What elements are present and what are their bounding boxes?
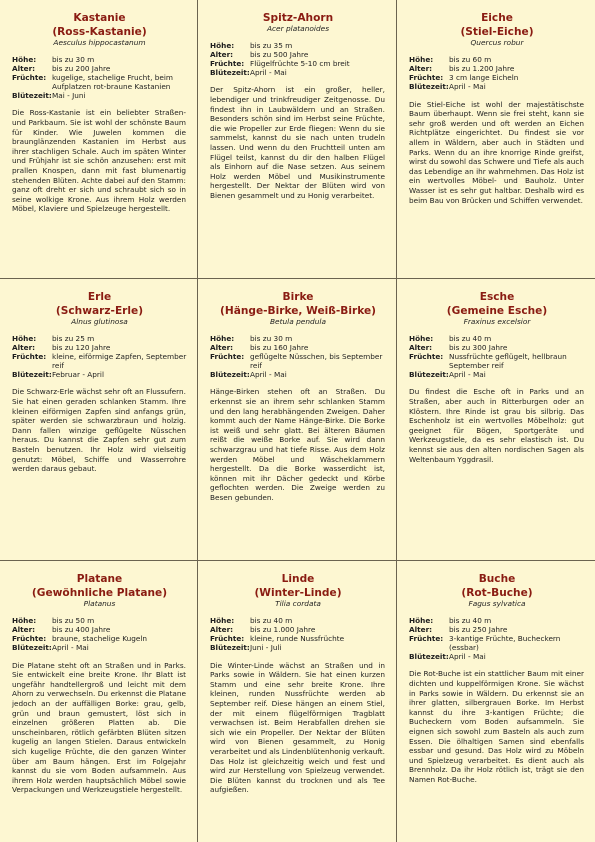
fact-value-age: bis zu 200 Jahre	[52, 64, 111, 74]
fact-label-bloom: Blütezeit:	[409, 81, 449, 91]
fact-label-bloom: Blütezeit:	[210, 67, 250, 77]
fact-row-bloom	[12, 644, 147, 653]
fact-row-bloom	[409, 653, 585, 662]
facts-table	[409, 56, 518, 91]
tree-name: Buche	[478, 573, 516, 585]
fact-label-bloom: Blütezeit:	[210, 369, 250, 379]
fact-label-height: Höhe:	[409, 334, 434, 344]
tree-name-detail: (Rot-Buche)	[461, 587, 533, 600]
fact-row-bloom	[210, 644, 344, 653]
fact-row-bloom	[210, 371, 386, 380]
tree-card	[0, 561, 198, 842]
fact-label-fruits: Früchte:	[409, 352, 444, 361]
facts-table	[12, 56, 187, 100]
tree-description: Die Stiel-Eiche ist wohl der majestätischste Baum überhaupt. Wenn sie frei steht, kann sie sehr groß werden und oft werden an Eichen Richtplätze eingerichtet. Du findest sie vor allem in Wäldern, aber auch in Städten und Parks. Wenn du an ihre knorrige Rinde greifst, wirst du sowohl das Schwere und Tiefe als auch das Lebendige an ihr wahrnehmen. Das Holz ist ein wertvolles Möbel- und Bauholz. Unter Wasser ist es sehr gut haltbar. Deshalb wird es beim Bau von Brücken und Schiffen verwendet.	[409, 99, 584, 205]
tree-name-detail: (Ross-Kastanie)	[52, 26, 147, 39]
facts-table	[409, 335, 585, 379]
fact-label-bloom: Blütezeit:	[409, 651, 449, 661]
fact-label-age: Alter:	[210, 343, 234, 353]
tree-name: Erle	[87, 291, 112, 303]
latin-name: Acer platanoides	[266, 24, 330, 34]
latin-name: Fagus sylvatica	[468, 599, 526, 609]
tree-name-detail: (Hänge-Birke, Weiß-Birke)	[219, 305, 376, 318]
tree-name-detail: (Schwarz-Erle)	[55, 305, 144, 318]
fact-label-fruits: Früchte:	[210, 352, 245, 361]
tree-card	[198, 279, 397, 561]
fact-row-bloom	[409, 371, 585, 380]
fact-value-fruits: 3 cm lange Eicheln	[449, 73, 519, 82]
fact-value-age: bis zu 1.200 Jahre	[449, 64, 515, 74]
tree-description: Die Schwarz-Erle wächst sehr oft an Flussufern. Sie hat einen geraden schlanken Stamm. Ihre kleinen eiförmigen Zapfen sind anfangs grün, später werden sie schwarzbraun und holzig. Dann fallen winzige geflügelte Nüsschen heraus. Du kannst die Zapfen sehr gut zum Basteln benutzen. Ihr Holz wird vielseitig genutzt: Möbel, Schiffe und Wasserrohre werden daraus gebaut.	[12, 387, 186, 474]
fact-label-age: Alter:	[409, 343, 433, 353]
fact-value-fruits: kleine, eiförmige Zapfen, September reif	[52, 352, 187, 370]
tree-name: Spitz-Ahorn	[262, 12, 334, 24]
fact-value-height: bis zu 40 m	[449, 334, 492, 344]
fact-value-age: bis zu 300 Jahre	[449, 343, 508, 353]
tree-card	[397, 279, 595, 561]
tree-name: Linde	[281, 573, 315, 585]
fact-value-bloom: April - Mai	[449, 81, 486, 91]
fact-value-bloom: Mai - Juni	[52, 90, 86, 100]
fact-row-fruits	[12, 353, 187, 371]
fact-label-bloom: Blütezeit:	[12, 369, 52, 379]
fact-label-bloom: Blütezeit:	[409, 369, 449, 379]
fact-value-fruits: kugelige, stachelige Frucht, beim Aufplatzen rot-braune Kastanien	[52, 73, 174, 91]
fact-value-bloom: Juni - Juli	[250, 642, 282, 652]
fact-value-bloom: April - Mai	[449, 651, 486, 661]
fact-row-fruits	[409, 353, 585, 371]
fact-value-age: bis zu 400 Jahre	[52, 625, 111, 635]
fact-value-age: bis zu 160 Jahre	[250, 343, 309, 353]
fact-value-fruits: 3-kantige Früchte, Bucheckern (essbar)	[449, 634, 561, 652]
fact-value-age: bis zu 500 Jahre	[250, 50, 309, 59]
fact-label-height: Höhe:	[210, 41, 235, 51]
tree-name-detail: (Gewöhnliche Platane)	[31, 587, 168, 600]
fact-value-fruits: Nussfrüchte geflügelt, hellbraun September reif	[449, 352, 567, 370]
latin-name: Alnus glutinosa	[71, 317, 128, 327]
latin-name: Platanus	[83, 599, 116, 609]
fact-row-bloom	[210, 69, 350, 78]
fact-label-height: Höhe:	[210, 616, 235, 626]
latin-name: Betula pendula	[269, 317, 326, 327]
facts-table	[210, 42, 350, 77]
fact-label-fruits: Früchte:	[409, 73, 444, 82]
fact-value-bloom: Februar - April	[52, 369, 104, 379]
tree-card	[0, 0, 198, 279]
tree-name: Kastanie	[73, 12, 126, 24]
fact-row-bloom	[12, 371, 187, 380]
facts-table	[12, 617, 147, 652]
latin-name: Aesculus hippocastanum	[53, 38, 146, 48]
fact-value-bloom: April - Mai	[250, 67, 287, 77]
tree-card	[397, 561, 595, 842]
fact-label-age: Alter:	[409, 625, 433, 635]
tree-description: Die Platane steht oft an Straßen und in Parks. Sie entwickelt eine breite Krone. Ihr Blatt ist ungefähr handtellergroß und leicht mit dem Ahorn zu verwechseln. Du erkennst die Platane jedoch an der auffälligen Borke: grau, gelb, grün und braun gemustert, löst sich in einzelnen größeren Platten ab. Die unscheinbaren, rötlich gefärbten Blüten sitzen kugelig an langen Stielen. Daraus entwickeln sich kugelige Früchte, die den ganzen Winter über am Baum hängen. Erst im Folgejahr kannst du sie vom Boden aufsammeln. Aus ihrem Holz werden hauptsächlich Möbel sowie Verpackungen und Werkzeugstiele hergestellt.	[12, 660, 186, 795]
fact-label-fruits: Früchte:	[409, 634, 444, 643]
tree-description: Die Rot-Buche ist ein stattlicher Baum mit einer dichten und kuppelförmigen Krone. Sie wächst in Parks sowie in Wäldern. Du erkennst sie an ihrer glatten, silbergrauen Borke. Im Herbst kannst du ihre 3-kantigen Früchte; die Bucheckern vom Boden aufsammeln. Sie eignen sich sowohl zum Basteln als auch zum Essen. Die ölhaltigen Samen sind ebenfalls essbar und gesund. Das Holz wird zu Möbeln und Spielzeug verarbeitet. Es dient auch als Brennholz. Da ihr Holz rötlich ist, trägt sie den Namen Rot-Buche.	[409, 669, 584, 784]
fact-row-bloom	[409, 83, 518, 92]
tree-description: Die Ross-Kastanie ist ein beliebter Straßen- und Parkbaum. Sie ist wohl der schönste Baum für Kinder. Wie Juwelen kommen die braunglänzenden Kastanien im Herbst aus ihrer stachligen Schale. Auch im späten Winter und Frühjahr ist sie schön anzusehen: erst mit prallen Knospen, dann mit fast blumenartig stehenden Blüten. Achte dabei auf den Stamm: ganz oft dreht er sich und schraubt sich so in seine wolkige Krone. Aus ihrem Holz werden Möbel, Klaviere und Spielzeuge hergestellt.	[12, 108, 186, 214]
fact-value-fruits: kleine, runde Nussfrüchte	[250, 634, 345, 643]
fact-label-height: Höhe:	[12, 334, 37, 344]
fact-row-bloom	[12, 92, 187, 101]
fact-label-height: Höhe:	[12, 616, 37, 626]
fact-value-fruits: geflügelte Nüsschen, bis September reif	[250, 352, 383, 370]
tree-description: Die Winter-Linde wächst an Straßen und in Parks sowie in Wäldern. Sie hat einen kurzen Stamm und eine sehr breite Krone. Ihre kleinen, runden Nussfrüchte werden ab September reif. Diese hängen an einem Stiel, der mit einem flügelförmigen Tragblatt verwachsen ist. Beim Herabfallen drehen sie sich wie ein Propeller. Der Nektar der Blüten wird von Bienen gesammelt, zu Honig verarbeitet und als Lindenblütenhonig verkauft. Das Holz ist gleichzeitig weich und fest und wird zur Herstellung von Spielzeug verwendet. Die Blüten kannst du trocknen und als Tee aufgießen.	[210, 660, 385, 795]
fact-value-height: bis zu 25 m	[52, 334, 95, 344]
fact-label-age: Alter:	[12, 625, 36, 635]
tree-name: Esche	[479, 291, 515, 303]
fact-row-fruits	[210, 353, 386, 371]
tree-name: Eiche	[481, 12, 513, 24]
fact-label-fruits: Früchte:	[12, 352, 47, 361]
tree-description: Du findest die Esche oft in Parks und an Straßen, aber auch in Ritterburgen oder an Klöstern. Ihre Rinde ist grau bis silbrig. Das Eschenholz ist ein wertvolles Möbelholz: gut geeignet für Bögen, Sportgeräte und Werkzeugstiele, da es sehr elastisch ist. Du kennst sie aus den alten nordischen Sagen als Weltenbaum Yggdrasil.	[409, 387, 584, 464]
fact-value-height: bis zu 50 m	[52, 616, 95, 626]
tree-description: Hänge-Birken stehen oft an Straßen. Du erkennst sie an ihrem sehr schlanken Stamm und den lang herabhängenden Zweigen. Daher kommt auch der Name Hänge-Birke. Die Borke ist weiß und sehr glatt. Bei älteren Bäumen reißt die weiße Borke auf. Sie wird dann schwarzgrau und hat tiefe Risse. Aus dem Holz werden Möbel und Wäscheklammern hergestellt. Da die Borke wasserdicht ist, können mit ihr Dächer gedeckt und Körbe geflochten werden. Die Zweige werden zu Besen gebunden.	[210, 387, 385, 502]
fact-label-fruits: Früchte:	[210, 58, 245, 68]
fact-value-bloom: April - Mai	[52, 642, 89, 652]
fact-label-age: Alter:	[12, 64, 36, 74]
fact-value-bloom: April - Mai	[250, 369, 287, 379]
facts-table	[409, 617, 585, 661]
fact-label-bloom: Blütezeit:	[210, 642, 250, 652]
fact-value-bloom: April - Mai	[449, 369, 486, 379]
fact-label-age: Alter:	[12, 343, 36, 353]
fact-label-bloom: Blütezeit:	[12, 642, 52, 652]
fact-value-height: bis zu 35 m	[250, 41, 293, 51]
latin-name: Quercus robur	[470, 38, 524, 48]
fact-label-height: Höhe:	[210, 334, 235, 344]
fact-label-bloom: Blütezeit:	[12, 90, 52, 100]
fact-row-fruits	[12, 74, 187, 92]
fact-label-age: Alter:	[210, 50, 234, 59]
fact-label-age: Alter:	[409, 64, 433, 74]
tree-name-detail: (Winter-Linde)	[254, 587, 342, 600]
facts-table	[210, 335, 386, 379]
fact-value-height: bis zu 30 m	[52, 55, 95, 65]
fact-value-height: bis zu 40 m	[250, 616, 293, 626]
tree-card	[198, 0, 397, 279]
fact-label-fruits: Früchte:	[12, 634, 47, 643]
fact-label-fruits: Früchte:	[12, 73, 47, 82]
fact-label-height: Höhe:	[409, 55, 434, 65]
fact-label-height: Höhe:	[12, 55, 37, 65]
tree-card	[198, 561, 397, 842]
tree-name: Platane	[76, 573, 123, 585]
fact-label-fruits: Früchte:	[210, 634, 245, 643]
latin-name: Tilia cordata	[275, 599, 321, 609]
fact-value-fruits: Flügelfrüchte 5-10 cm breit	[250, 58, 350, 68]
fact-value-age: bis zu 120 Jahre	[52, 343, 111, 353]
fact-value-height: bis zu 60 m	[449, 55, 492, 65]
tree-description: Der Spitz-Ahorn ist ein großer, heller, lebendiger und trinkfreudiger Zeitgenosse. Du findest ihn in Laubwäldern und an Straßen. Besonders schön sind im Herbst seine Früchte, die wie Propeller zur Erde fliegen: Wenn du sie sammelst, kannst du sie nach unten trudeln lassen. Und wenn du den Fruchtteil unten am Flügel teilst, kannst du dir den halben Flügel als Einhorn auf die Nase setzen. Aus seinem Holz werden Möbel und Musikinstrumente hergestellt. Der Nektar der Blüten wird von Bienen gesammelt und zu Honig verarbeitet.	[210, 85, 385, 200]
tree-name-detail: (Gemeine Esche)	[446, 305, 548, 318]
fact-row-fruits	[409, 635, 585, 653]
tree-card	[397, 0, 595, 279]
fact-label-height: Höhe:	[409, 616, 434, 626]
latin-name: Fraxinus excelsior	[463, 317, 531, 327]
fact-value-fruits: braune, stachelige Kugeln	[52, 634, 148, 643]
fact-label-age: Alter:	[210, 625, 234, 635]
tree-name: Birke	[282, 291, 314, 303]
fact-value-height: bis zu 40 m	[449, 616, 492, 626]
facts-table	[12, 335, 187, 379]
tree-name-detail: (Stiel-Eiche)	[460, 26, 534, 39]
tree-card	[0, 279, 198, 561]
fact-value-age: bis zu 250 Jahre	[449, 625, 508, 635]
fact-value-height: bis zu 30 m	[250, 334, 293, 344]
fact-value-age: bis zu 1.000 Jahre	[250, 625, 316, 635]
facts-table	[210, 617, 344, 652]
